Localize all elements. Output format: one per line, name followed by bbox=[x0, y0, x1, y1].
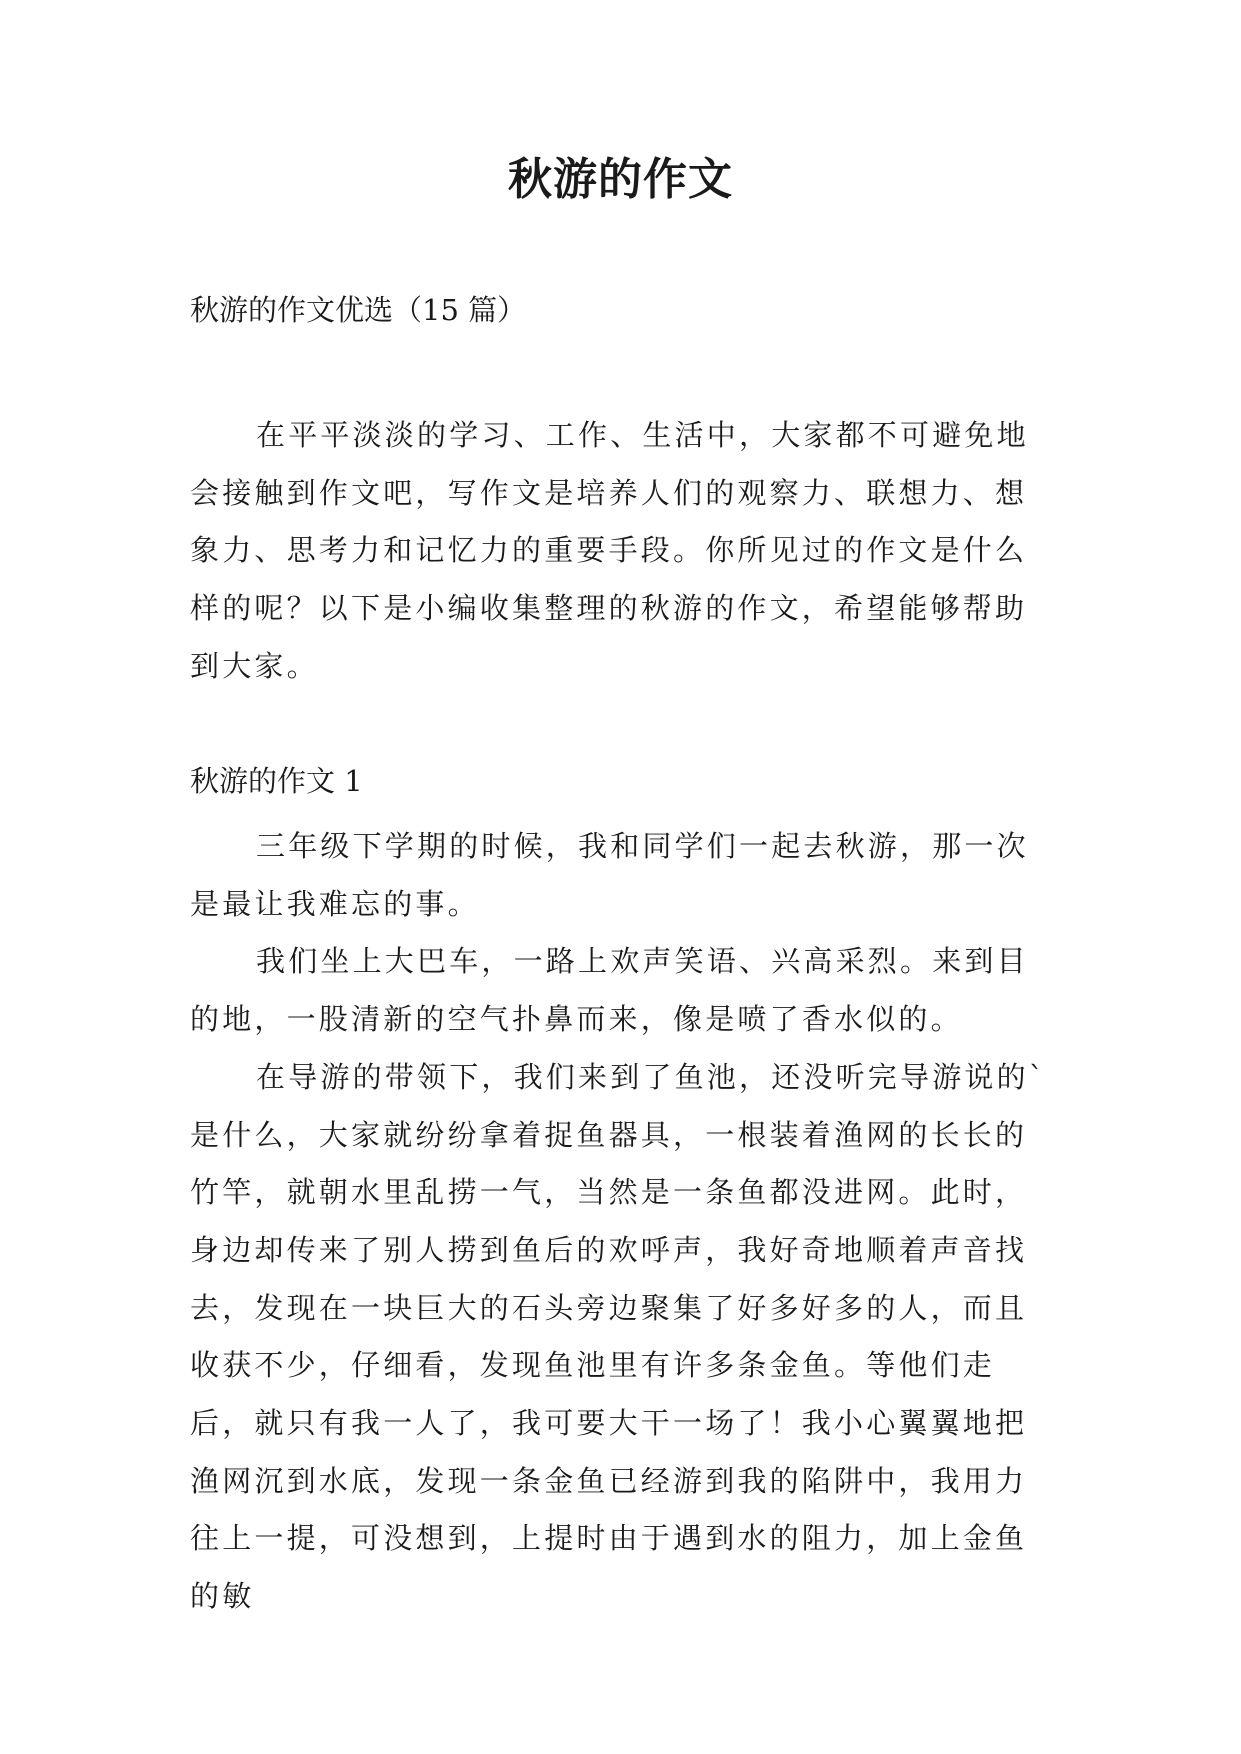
essay-paragraph: 在导游的带领下，我们来到了鱼池，还没听完导游说的`是什么，大家就纷纷拿着捉鱼器具，一根装着渔网的长长的竹竿，就朝水里乱捞一气，当然是一条鱼都没进网。此时，身边却传来了别人捞到鱼后的欢呼声，我好奇地顺着声音找去，发现在一块巨大的石头旁边聚集了好多好多的人，而且收获不少，仔细看，发现鱼池里有许多条金鱼。等他们走后，就只有我一人了，我可要大干一场了！我小心翼翼地把渔网沉到水底，发现一条金鱼已经游到我的陷阱中，我用力往上一提，可没想到，上提时由于遇到水的阻力，加上金鱼的敏 bbox=[190, 1059, 1047, 1614]
intro-paragraph: 在平平淡淡的学习、工作、生活中，大家都不可避免地会接触到作文吧，写作文是培养人们的观察力、联想力、想象力、思考力和记忆力的重要手段。你所见过的作文是什么样的呢？以下是小编收集整理的秋游的作文，希望能够帮助到大家。 bbox=[190, 418, 1029, 683]
document-subtitle: 秋游的作文优选（15 篇） bbox=[190, 293, 527, 327]
essay-paragraph: 我们坐上大巴车，一路上欢声笑语、兴高采烈。来到目的地，一股清新的空气扑鼻而来，像是喷了香水似的。 bbox=[190, 944, 1029, 1037]
document-title: 秋游的作文 bbox=[508, 154, 733, 205]
essay-paragraph: 三年级下学期的时候，我和同学们一起去秋游，那一次是最让我难忘的事。 bbox=[190, 829, 1029, 921]
section-heading: 秋游的作文 1 bbox=[190, 764, 363, 798]
essay-body bbox=[190, 818, 1052, 1626]
